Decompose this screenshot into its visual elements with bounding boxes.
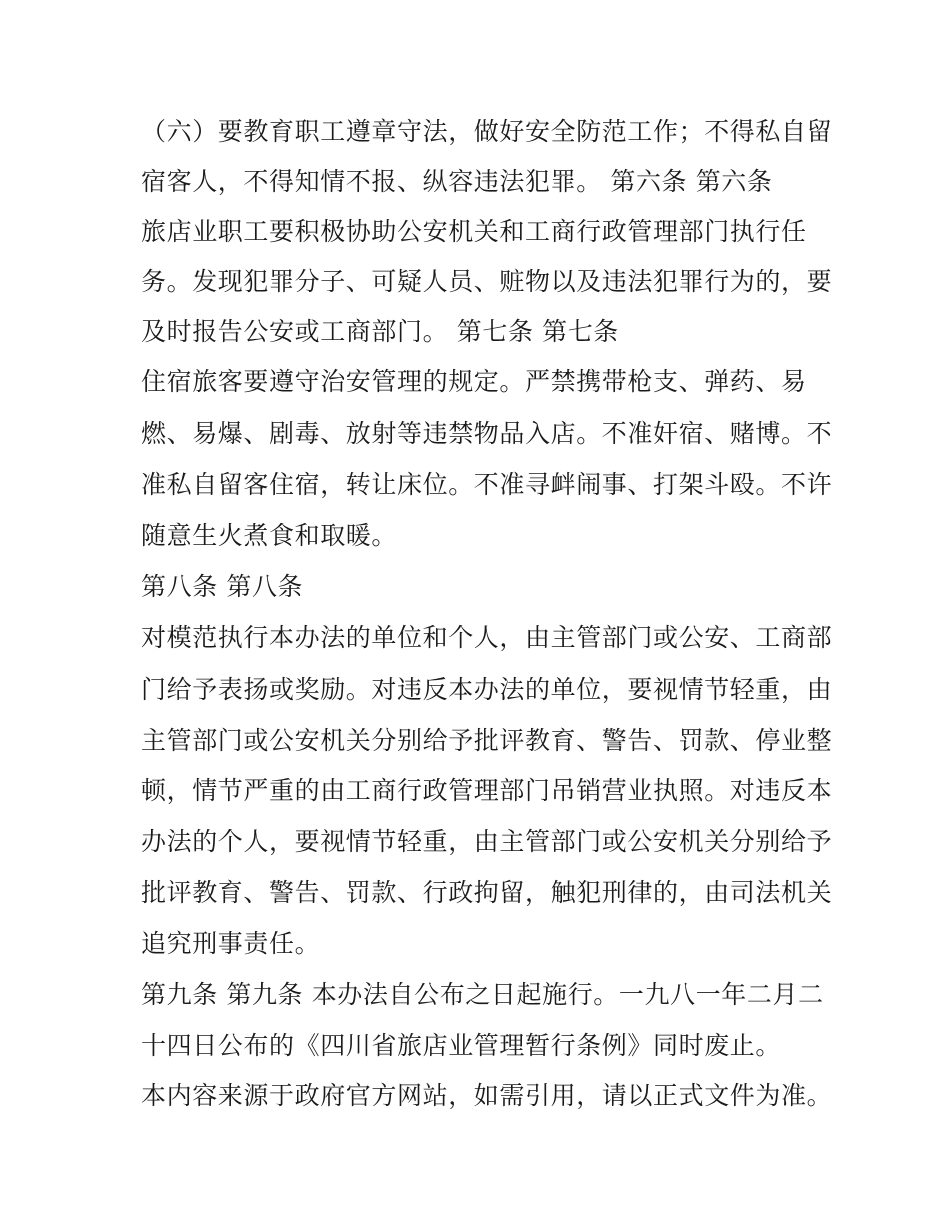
- text-line: 务。发现犯罪分子、可疑人员、赃物以及违法犯罪行为的，要: [141, 267, 833, 296]
- text-line: 及时报告公安或工商部门。 第七条 第七条: [141, 317, 619, 346]
- text-line: （六）要教育职工遵章守法，做好安全防范工作；不得私自留: [141, 117, 833, 146]
- text-line: 第九条 第九条 本办法自公布之日起施行。一九八一年二月二: [141, 980, 824, 1009]
- text-line: 住宿旅客要遵守治安管理的规定。严禁携带枪支、弹药、易: [141, 367, 807, 396]
- text-line: 十四日公布的《四川省旅店业管理暂行条例》同时废止。: [141, 1031, 782, 1060]
- text-line: 准私自留客住宿，转让床位。不准寻衅闹事、打架斗殴。不许: [141, 470, 833, 499]
- text-line: 办法的个人，要视情节轻重，由主管部门或公安机关分别给予: [141, 827, 833, 856]
- text-line: 宿客人，不得知情不报、纵容违法犯罪。 第六条 第六条: [141, 167, 773, 196]
- source-note: 本内容来源于政府官方网站，如需引用，请以正式文件为准。: [141, 1081, 833, 1110]
- text-line: 门给予表扬或奖励。对违反本办法的单位，要视情节轻重，由: [141, 675, 833, 704]
- text-line: 随意生火煮食和取暖。: [141, 521, 398, 550]
- text-line: 燃、易爆、剧毒、放射等违禁物品入店。不准奸宿、赌博。不: [141, 419, 833, 448]
- text-line: 顿，情节严重的由工商行政管理部门吊销营业执照。对违反本: [141, 776, 833, 805]
- text-line: 批评教育、警告、罚款、行政拘留，触犯刑律的，由司法机关: [141, 878, 833, 907]
- text-line: 对模范执行本办法的单位和个人，由主管部门或公安、工商部: [141, 623, 833, 652]
- text-line: 旅店业职工要积极协助公安机关和工商行政管理部门执行任: [141, 217, 807, 246]
- text-line: 主管部门或公安机关分别给予批评教育、警告、罚款、停业整: [141, 726, 833, 755]
- section-heading: 第八条 第八条: [141, 572, 304, 601]
- text-line: 追究刑事责任。: [141, 929, 321, 958]
